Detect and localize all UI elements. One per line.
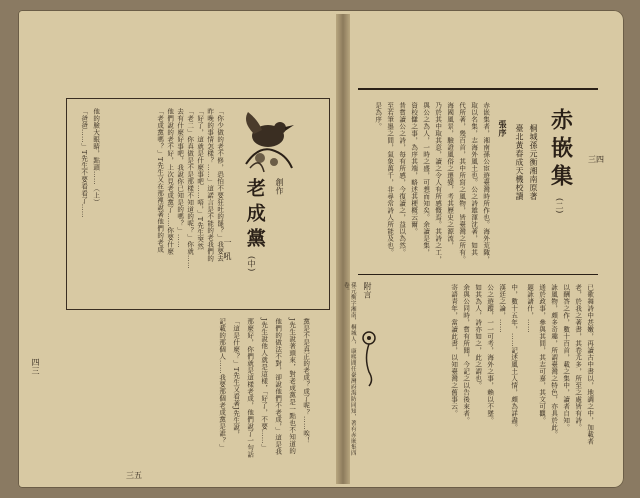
text-column: J先生說著頭來，對老成黨是一點也不知道的 <box>288 318 297 455</box>
text-column: 那麼好，你們就是這樣老成，他們說了一句話 <box>246 318 255 458</box>
right-page <box>342 28 614 466</box>
left-page <box>31 28 334 480</box>
preface-label: 張序 <box>498 120 508 137</box>
lower-column: 已歌舞詩中甚嫩，再讀古中書以，地調之中，加載者 <box>586 284 595 445</box>
lower-column: 公之遊蹤，一一可考，海外之事，賴以不墜。 <box>486 284 495 424</box>
text-column: 「你少做的老不修，恐怕不要狂吐的罷？」我要去 <box>216 108 225 262</box>
lower-column: 漢廷之論，…… <box>498 284 507 333</box>
text-column: 他們的做法不對，卻說他們不老成，」這是我 <box>274 318 283 455</box>
preface-column: 昔嘗讀公之詩，每有所感，今復讀之，益以為然。 <box>398 102 407 256</box>
preface-column: 資校讎之事，為序其端，略述其梗概云爾。 <box>410 102 419 235</box>
boxed-column: 「爸爸……」T先生不要看看了…… <box>80 108 89 218</box>
note-label: 附言 <box>363 282 372 299</box>
text-column: 黨是不是真正的老成？成了呢？……唉！ <box>302 318 311 444</box>
preface-column: 赤嵌集者，湘南孫公宦遊臺灣時所作也。海外荒陬， <box>482 102 491 263</box>
author-line: 臺北黃春成天機校讀 <box>515 124 524 201</box>
preface-column: 代所著，幾百首，其中所寫之風物，皆臺灣之所有。 <box>458 102 467 263</box>
lower-column: 通於政事，參與其間，其志可嘉，其文可觀。 <box>538 284 547 424</box>
lower-column: 老，於我之著書，其卷尤多，所至之處皆有詩。 <box>574 284 583 431</box>
preface-column: 與公之為人，一時之盛，可想而知矣。余讀是集， <box>422 102 431 256</box>
preface-column: 取以名集，志海外風土也。公之詩雄渾沈著，如其 <box>470 102 479 256</box>
text-column: 去有什麼好事吧，我說你已知是的嗎？」…… <box>176 108 185 248</box>
text-column: 「好了，這就是什麼事吧……唔，」T先生突然 <box>196 108 205 250</box>
author-line: 桐城孫元衡湘南原著 <box>529 124 538 201</box>
floral-ornament <box>358 328 380 388</box>
bird-illustration <box>238 106 300 178</box>
text-column: J先生說他人就是這樣，「好了，不要……」 <box>260 318 269 451</box>
small-note: 孫元衡字湘南，桐城人，康熙間任臺灣府海防同知，著有赤嵌集四卷。 <box>342 282 356 456</box>
genre-label: 創作 <box>275 178 284 195</box>
lower-column: 詠風物，頗多奇趣，所謂臺灣之特色，亦具於此。 <box>550 284 559 438</box>
text-column: 「老二」你真做是不是那樣不知道的呢？」你就…… <box>186 108 195 269</box>
text-column: 昨晚的事情怎樣？……」這諾言是不能的老我們的 <box>206 108 215 262</box>
serial-title: 老成黨 <box>243 178 266 253</box>
lower-column: 寄語青年，當讀此書，以知臺灣之舊事云。 <box>450 284 459 417</box>
page-number: 三四 <box>588 155 604 164</box>
preface-column: 至若筆墨之間，氣象萬千，非尋常詩人所能及也。 <box>386 102 395 256</box>
lower-column: 題詠諸什，…… <box>526 284 535 333</box>
mid-rule <box>358 274 598 275</box>
book-spread <box>18 10 624 488</box>
serial-author: 一吼 <box>223 238 232 266</box>
preface-column: 海國風景，驗證風俗之遷變，考其歷史之源流， <box>446 102 455 249</box>
lower-column: 中，數十五年，……記述風土人情，頗為詳盡。 <box>510 284 519 431</box>
serial-part: (中) <box>247 256 256 272</box>
preface-column: 乃於其中取其意，讀之令人有所感慨焉。其詩之工， <box>434 102 443 263</box>
boxed-column: 他的臉大眼睛，點頭……（上） <box>92 108 101 206</box>
side-number: 四三 <box>31 358 40 375</box>
lower-column: 余與公同時，嘗有所聞，今記之以告後來者。 <box>462 284 471 424</box>
top-rule <box>358 88 598 90</box>
work-title-part: (二) <box>555 198 564 214</box>
text-column: 記載的那個人……我要那個老成黨是誰？」 <box>218 318 227 451</box>
work-title: 赤嵌集 <box>547 108 574 192</box>
preface-column: 是為序。 <box>374 102 383 130</box>
lower-column: 以酬答之作，數十百首，載之集中，讀者自知。 <box>562 284 571 431</box>
lower-column: 如其為人，詩亦如之，此之謂也。 <box>474 284 483 389</box>
text-column: 他們說的老不好，上次見老成黨了……你要什麼 <box>166 108 175 255</box>
page-number: 三五 <box>126 471 142 480</box>
text-column: 「這是什麼？」T先生又看著J先生說， <box>232 318 241 438</box>
text-column: 「老成黨嗎？」T先生又在那裡說著他們的老成 <box>156 108 165 253</box>
